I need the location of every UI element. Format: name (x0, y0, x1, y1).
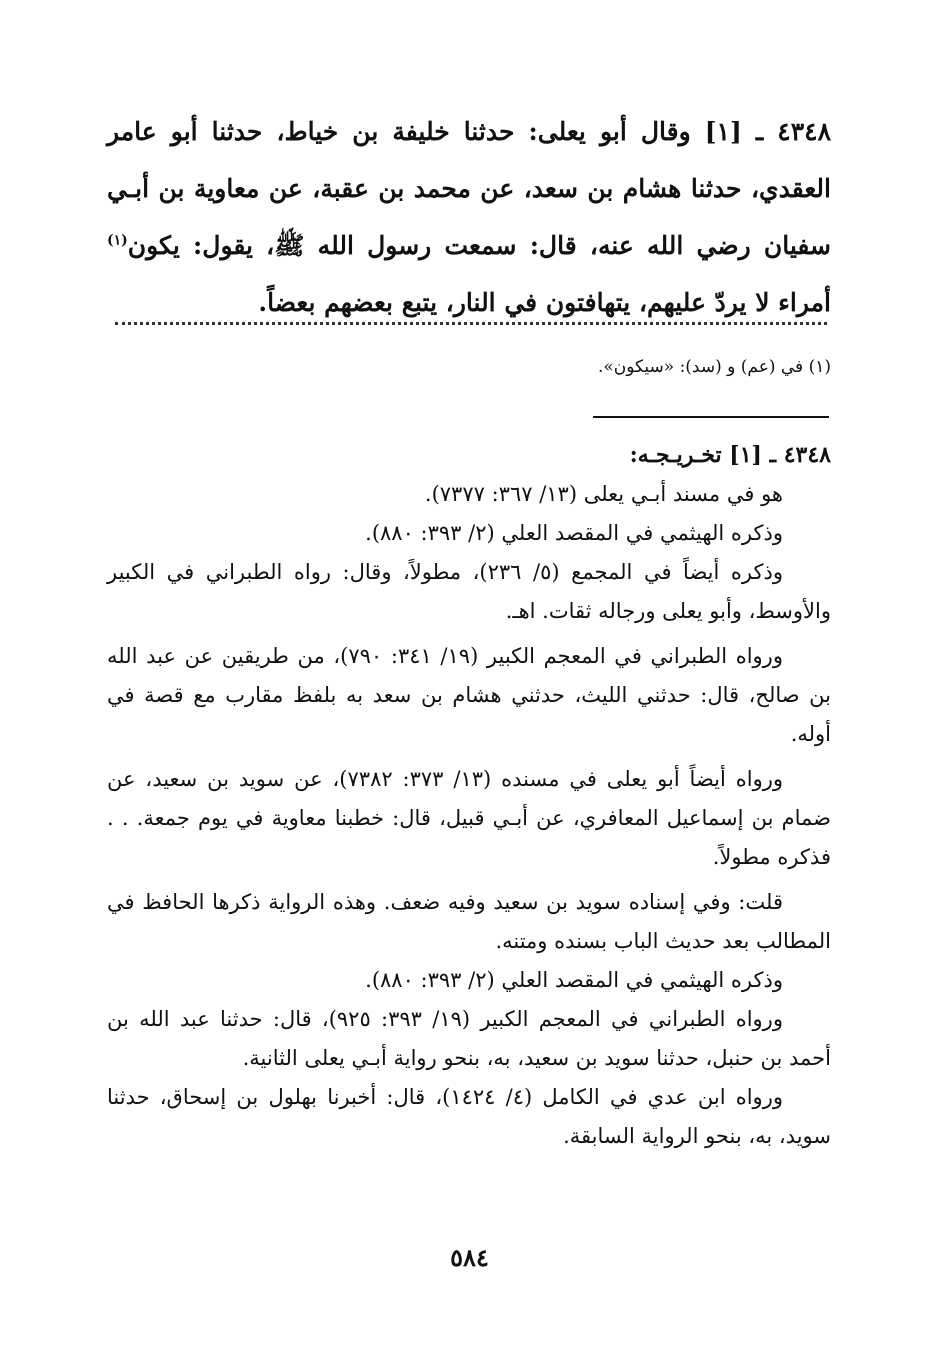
takhrij-paragraph: ورواه أيضاً أبو يعلى في مسنده (١٣/ ٣٧٣: ٧٣٨٢)، عن سويد بن سعيد، عن ضمام بن إسماعيل المعافري، عن أبـي قبيل، قال: خطبنا معاوية في يوم جمعة. . . فذكره مطولاً. (107, 767, 831, 869)
hadith-text-part2: أمراء لا يردّ عليهم، يتهافتون في النار، يتبع بعضهم بعضاً. (258, 288, 831, 317)
footnote: (١) في (عم) و (سد): «سيكون». (597, 357, 831, 377)
takhrij-paragraph: وذكره أيضاً في المجمع (٥/ ٢٣٦)، مطولاً، وقال: رواه الطبراني في الكبير والأوسط، وأبو يعلى ورجاله ثقات. اهـ. (107, 560, 831, 623)
takhrij-paragraph: وذكره الهيثمي في المقصد العلي (٢/ ٣٩٣: ٨٨٠). (365, 521, 783, 545)
section-divider (593, 416, 829, 418)
takhrij-section (107, 436, 831, 1156)
takhrij-paragraph: ورواه الطبراني في المعجم الكبير (١٩/ ٣٤١: ٧٩٠)، من طريقين عن عبد الله بن صالح، قال: حدثني الليث، حدثني هشام بن سعد به بلفظ مقارب مع قصة في أوله. (107, 644, 831, 746)
takhrij-paragraph: ورواه الطبراني في المعجم الكبير (١٩/ ٣٩٣: ٩٢٥)، قال: حدثنا عبد الله بن أحمد بن حنبل، حدثنا سويد بن سعيد، به، بنحو رواية أبـي يعلى الثانية. (107, 1007, 831, 1070)
hadith-text-part1: ٤٣٤٨ ـ [١] وقال أبو يعلى: حدثنا خليفة بن خياط، حدثنا أبو عامر العقدي، حدثنا هشام بن سعد، عن محمد بن عقبة، عن معاوية بن أبـي سفيان رضي الله عنه، قال: سمعت رسول الله ﷺ، يقول: يكون (107, 117, 831, 260)
page-number: ٥٨٤ (450, 1243, 489, 1272)
takhrij-paragraph: قلت: وفي إسناده سويد بن سعيد وفيه ضعف. وهذه الرواية ذكرها الحافظ في المطالب بعد حديث الباب بسنده ومتنه. (107, 890, 831, 953)
footnote-reference: (١) (107, 232, 128, 249)
takhrij-heading: ٤٣٤٨ ـ [١] تخـريـجـه: (629, 442, 831, 468)
takhrij-paragraph: ورواه ابن عدي في الكامل (٤/ ١٤٢٤)، قال: أخبرنا بهلول بن إسحاق، حدثنا سويد، به، بنحو الرواية السابقة. (107, 1085, 831, 1148)
takhrij-paragraph: هو في مسند أبـي يعلى (١٣/ ٣٦٧: ٧٣٧٧). (424, 482, 783, 506)
footnote-separator (115, 322, 827, 327)
hadith-text (107, 103, 831, 331)
takhrij-paragraph: وذكره الهيثمي في المقصد العلي (٢/ ٣٩٣: ٨٨٠). (365, 968, 783, 992)
